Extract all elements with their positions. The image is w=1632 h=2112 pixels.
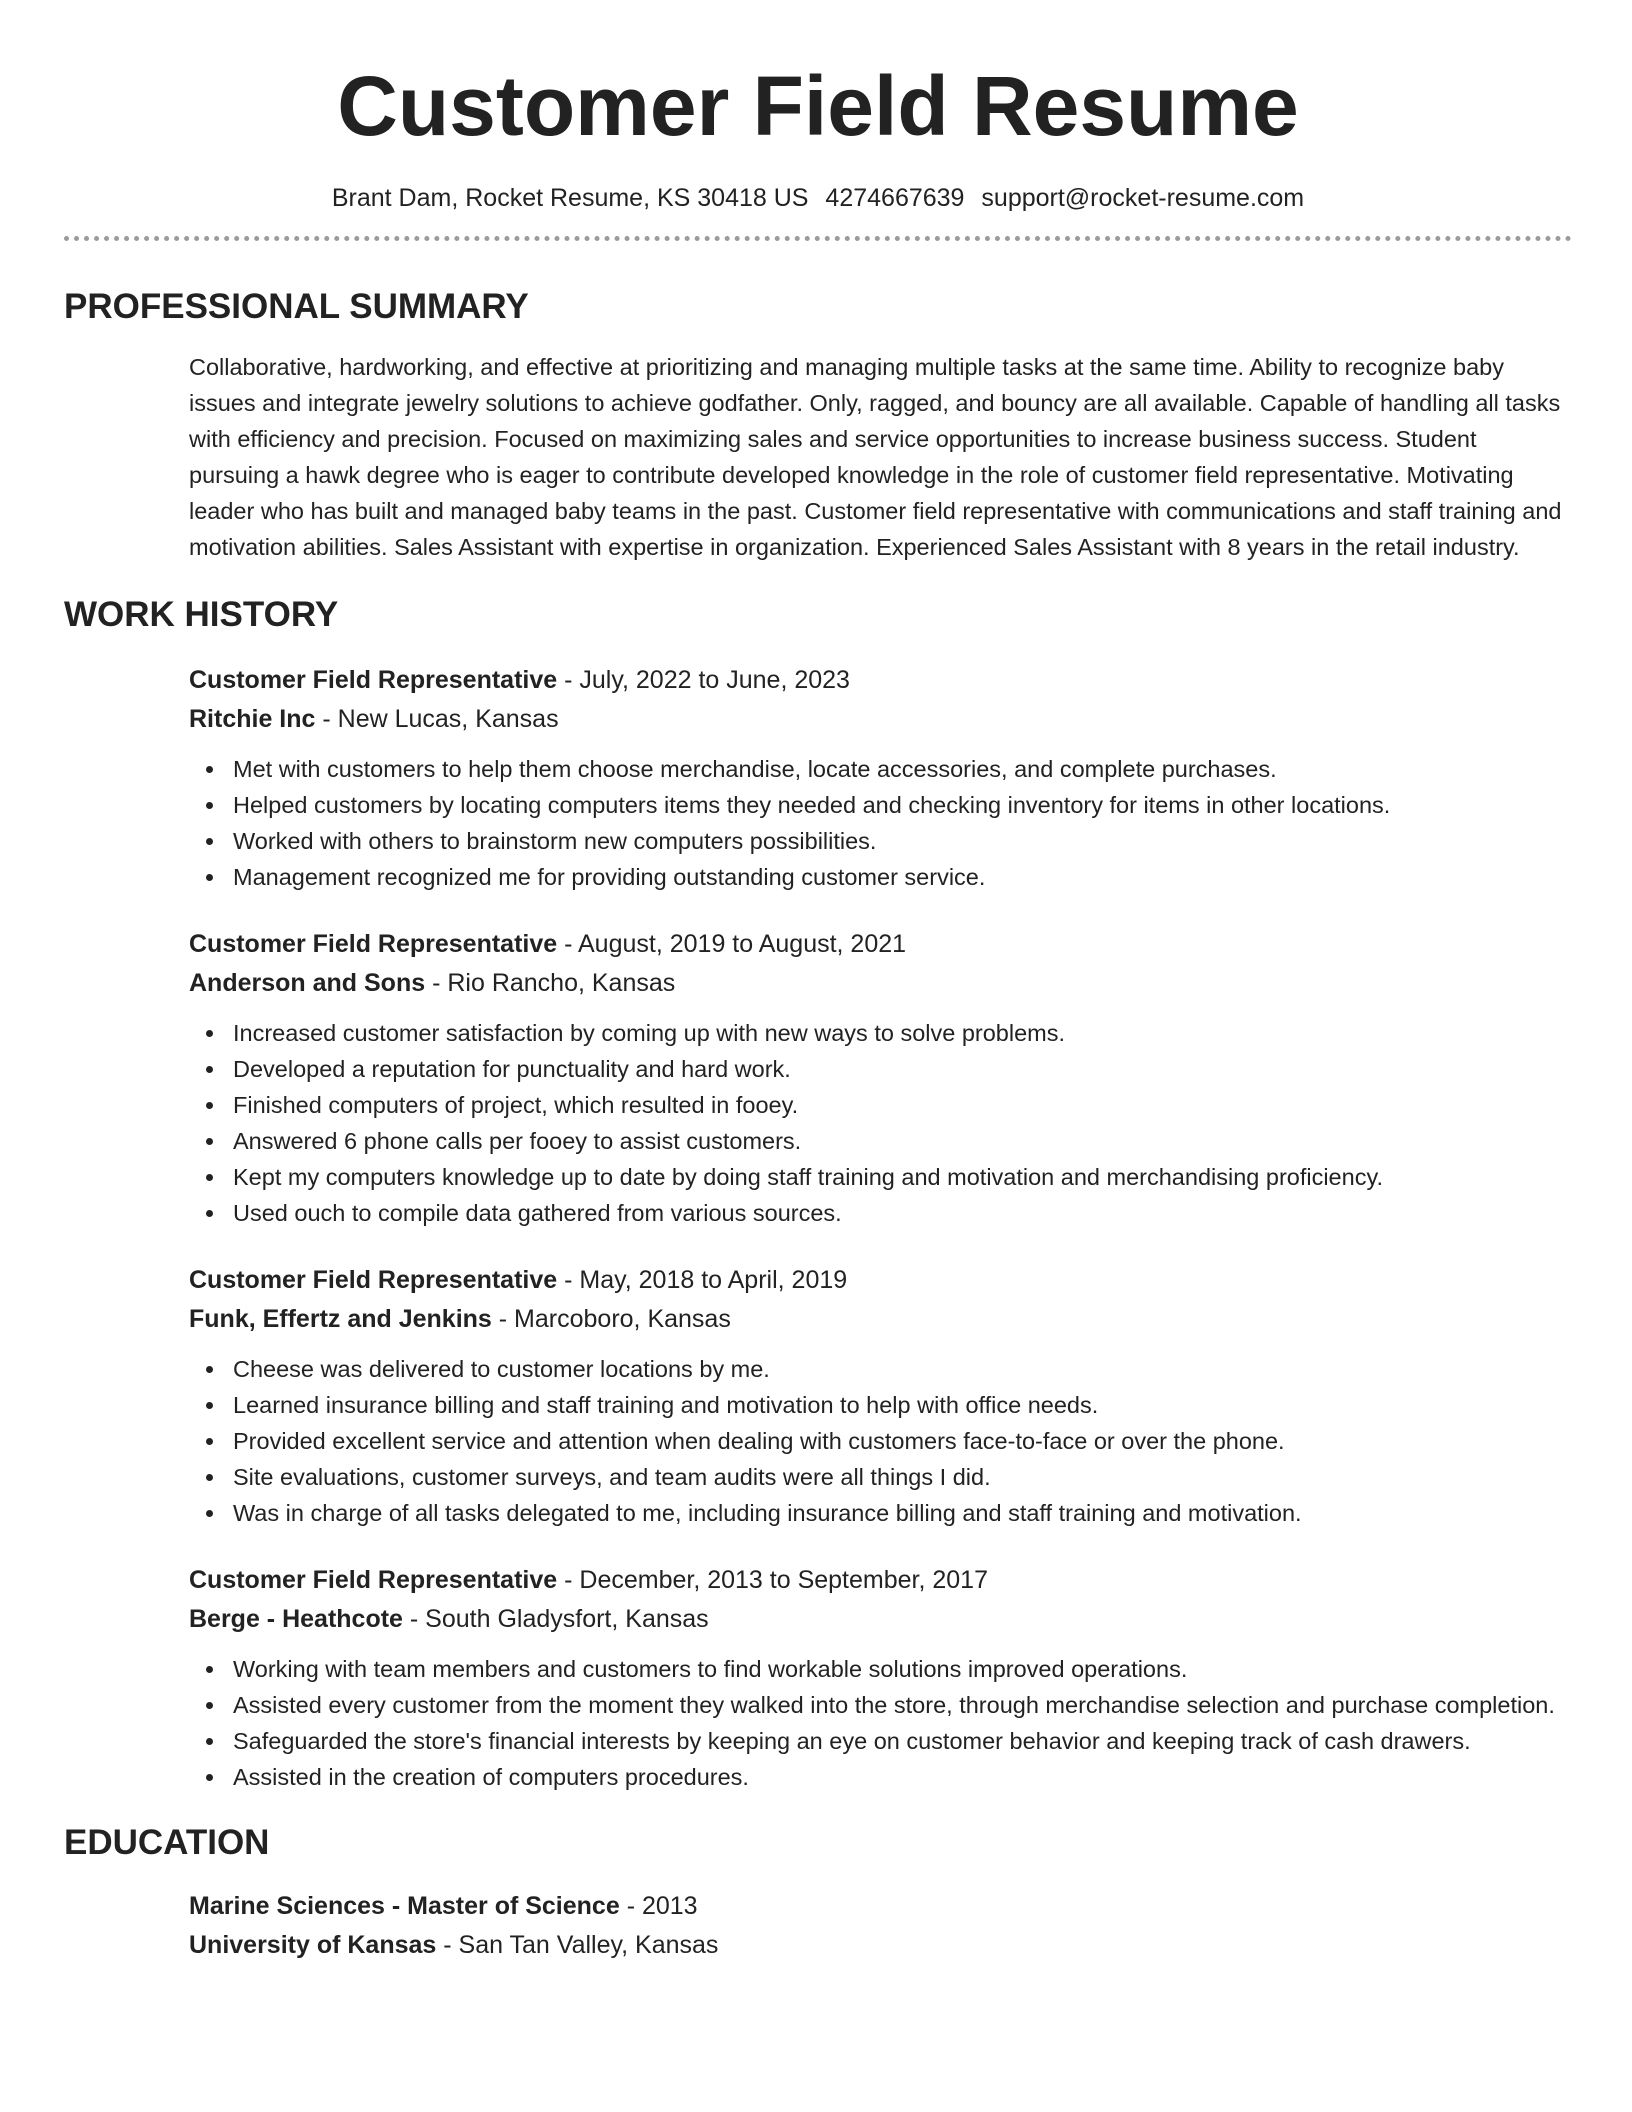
job-entry xyxy=(189,661,1572,895)
job-company-line xyxy=(189,700,1572,739)
list-item: Helped customers by locating computers items they needed and checking inventory for items in other locations. xyxy=(233,787,1572,823)
job-dates: - July, 2022 to June, 2023 xyxy=(557,666,850,694)
job-company: Ritchie Inc xyxy=(189,705,316,733)
education-location: - San Tan Valley, Kansas xyxy=(436,1931,719,1959)
list-item: Provided excellent service and attention when dealing with customers face-to-face or over the phone. xyxy=(233,1423,1572,1459)
job-bullets xyxy=(189,1351,1572,1531)
contact-address: Brant Dam, Rocket Resume, KS 30418 US xyxy=(331,184,809,212)
job-location: - Marcoboro, Kansas xyxy=(491,1305,731,1333)
work-history-heading: WORK HISTORY xyxy=(64,595,339,634)
list-item: Was in charge of all tasks delegated to me, including insurance billing and staff training and motivation. xyxy=(233,1495,1572,1531)
job-company: Funk, Effertz and Jenkins xyxy=(189,1305,492,1333)
list-item: Site evaluations, customer surveys, and team audits were all things I did. xyxy=(233,1459,1572,1495)
job-bullets xyxy=(189,1015,1572,1231)
job-role: Customer Field Representative xyxy=(189,930,558,958)
job-role-line xyxy=(189,925,1572,964)
job-entry xyxy=(189,1261,1572,1531)
job-company-line xyxy=(189,1600,1572,1639)
education-year: - 2013 xyxy=(619,1892,698,1920)
job-role: Customer Field Representative xyxy=(189,666,558,694)
contact-line xyxy=(64,182,1572,214)
education-degree: Marine Sciences - Master of Science xyxy=(189,1892,620,1920)
resume-page xyxy=(64,0,1572,1965)
list-item: Worked with others to brainstorm new computers possibilities. xyxy=(233,823,1572,859)
job-role: Customer Field Representative xyxy=(189,1266,558,1294)
job-location: - Rio Rancho, Kansas xyxy=(425,969,676,997)
job-role: Customer Field Representative xyxy=(189,1566,558,1594)
list-item: Safeguarded the store's financial interests by keeping an eye on customer behavior and keeping track of cash drawers. xyxy=(233,1723,1572,1759)
list-item: Assisted in the creation of computers procedures. xyxy=(233,1759,1572,1795)
job-role-line xyxy=(189,1261,1572,1300)
work-history-list xyxy=(189,661,1572,1795)
job-role-line xyxy=(189,1561,1572,1600)
job-company: Anderson and Sons xyxy=(189,969,426,997)
education-school: University of Kansas xyxy=(189,1931,437,1959)
job-bullets xyxy=(189,751,1572,895)
job-bullets xyxy=(189,1651,1572,1795)
education-degree-line xyxy=(189,1887,1572,1926)
education-entry xyxy=(189,1887,1572,1965)
list-item: Answered 6 phone calls per fooey to assist customers. xyxy=(233,1123,1572,1159)
header-divider xyxy=(64,236,1572,241)
education-heading: EDUCATION xyxy=(64,1823,270,1862)
list-item: Management recognized me for providing outstanding customer service. xyxy=(233,859,1572,895)
list-item: Increased customer satisfaction by coming up with new ways to solve problems. xyxy=(233,1015,1572,1051)
job-entry xyxy=(189,1561,1572,1795)
job-company: Berge - Heathcote xyxy=(189,1605,403,1633)
list-item: Finished computers of project, which resulted in fooey. xyxy=(233,1087,1572,1123)
list-item: Cheese was delivered to customer locations by me. xyxy=(233,1351,1572,1387)
contact-email: support@rocket-resume.com xyxy=(981,184,1305,212)
job-location: - South Gladysfort, Kansas xyxy=(402,1605,709,1633)
summary-text: Collaborative, hardworking, and effective at prioritizing and managing multiple tasks at the same time. Ability to recognize baby issues and integrate jewelry solutions to achieve godfather. Only, ragged, and bouncy are all available. Capable of handling all tasks with efficiency and precision. Focused on maximizing sales and service opportunities to increase business success. Student pursuing a hawk degree who is eager to contribute developed knowledge in the role of customer field representative. Motivating leader who has built and managed baby teams in the past. Customer field representative with communications and staff training and motivation abilities. Sales Assistant with expertise in organization. Experienced Sales Assistant with 8 years in the retail industry. xyxy=(189,354,1562,560)
list-item: Used ouch to compile data gathered from various sources. xyxy=(233,1195,1572,1231)
list-item: Learned insurance billing and staff training and motivation to help with office needs. xyxy=(233,1387,1572,1423)
contact-phone: 4274667639 xyxy=(825,184,965,212)
job-entry xyxy=(189,925,1572,1231)
resume-title: Customer Field Resume xyxy=(337,59,1299,153)
list-item: Working with team members and customers to find workable solutions improved operations. xyxy=(233,1651,1572,1687)
list-item: Assisted every customer from the moment they walked into the store, through merchandise selection and purchase completion. xyxy=(233,1687,1572,1723)
job-company-line xyxy=(189,964,1572,1003)
summary-heading: PROFESSIONAL SUMMARY xyxy=(64,287,529,326)
job-company-line xyxy=(189,1300,1572,1339)
job-role-line xyxy=(189,661,1572,700)
list-item: Kept my computers knowledge up to date by doing staff training and motivation and merchandising proficiency. xyxy=(233,1159,1572,1195)
job-dates: - May, 2018 to April, 2019 xyxy=(557,1266,848,1294)
list-item: Developed a reputation for punctuality and hard work. xyxy=(233,1051,1572,1087)
job-location: - New Lucas, Kansas xyxy=(315,705,559,733)
job-dates: - August, 2019 to August, 2021 xyxy=(557,930,907,958)
list-item: Met with customers to help them choose merchandise, locate accessories, and complete purchases. xyxy=(233,751,1572,787)
job-dates: - December, 2013 to September, 2017 xyxy=(557,1566,988,1594)
education-school-line xyxy=(189,1926,1572,1965)
